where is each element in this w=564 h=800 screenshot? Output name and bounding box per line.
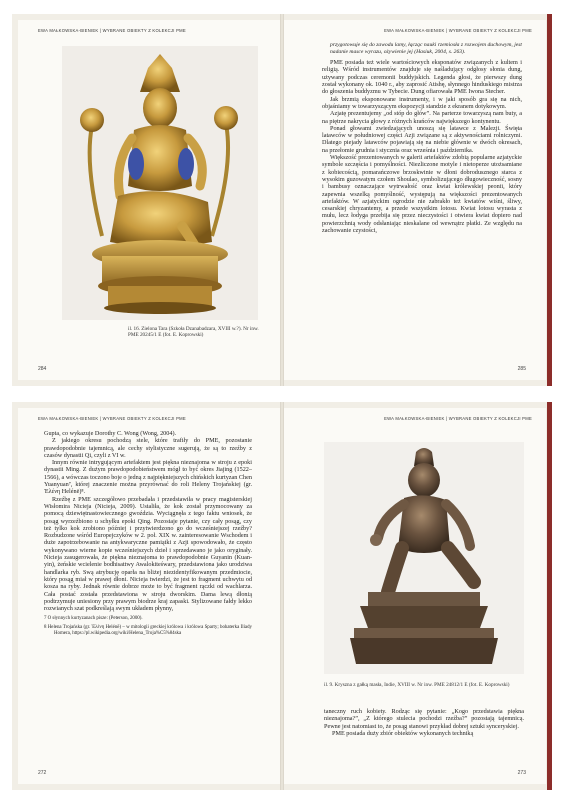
body-text (322, 42, 522, 234)
page-number: 284 (38, 366, 47, 372)
body-text (324, 708, 524, 737)
green-tara-statue-image (62, 46, 258, 320)
running-head: EWA MAŁKOWSKA-BIENIEK | WYBRANE OBIEKTY Z KOLEKCJI PME (384, 416, 532, 421)
paragraph: Większość prezentowanych w galerii artefaktów zdobią popularne azjatyckie symbole szczęścia i pomyślności. Niezliczone motyle i nietoperze utożsamiane z kobiecością, pomarańczowe brzoskwinie w dłoni dobrodusznego starca z wysokim guzowatym czołem Shoulao, symbolizującego długowieczność, sosny i bambusy oznaczające wytrwałość oraz kwiat królewskiej peonii, który zapewnia wszelką pomyślność, występują na większości prezentowanych artefaktów. W azjatyckim ogrodzie nie zabrakło też kwiatów wiśni, śliwy, cesarskiej chryzantemy, a przede wszystkim lotosu. Kwiat lotosu wyrasta z mułu, lecz łodyga przebija się przez nieczystości i otwiera kwiat dopiero nad powierzchnią wody odsłaniając nieskalane od wewnątrz płatki. Ze względu na zachowanie czystości, (322, 154, 522, 235)
bottom-right-page (284, 408, 546, 784)
footnote: 7 O słynnych kurtyzanach pisze: (Peterson, 2000). (44, 616, 143, 622)
page-number: 272 (38, 770, 47, 776)
page-number: 285 (517, 366, 526, 372)
page-edge-red (547, 402, 552, 790)
paragraph: Azjatę prezentujemy „od stóp do głów”. Na parterze towarzyszą nam buty, a na piętrze nakrycia głowy z różnych krańców największego kontynentu. (322, 110, 522, 125)
running-head: EWA MAŁKOWSKA-BIENIEK | WYBRANE OBIEKTY Z KOLEKCJI PME (38, 28, 186, 33)
page-edge-red (547, 14, 552, 386)
page-number: 273 (517, 770, 526, 776)
footnotes (44, 616, 252, 636)
photo-caption: il. 16. Zielona Tara (Szkoła Dzanabadzara, XVIII w.?). Nr inw. PME 20245/1 E (fot. E. Koprowski) (128, 326, 259, 339)
running-head: EWA MAŁKOWSKA-BIENIEK | WYBRANE OBIEKTY Z KOLEKCJI PME (384, 28, 532, 33)
paragraph: taneczny ruch kobiety. Rodząc się pytanie: „Kogo przedstawia piękna nieznajoma?”, „Z którego stulecia pochodzi rzeźba?” pozostają tajemnicą. Pewne jest natomiast to, że posąg stanowi przykład dobrej sztuki synceryskiej. (324, 708, 524, 730)
top-left-page (18, 20, 280, 380)
bottom-left-page (18, 408, 280, 784)
block-quote: przygotowuje się do zawodu lamy, łącząc nauki rzemiosła z rozwojem duchowym, jest nadanie masce wyrazu, ożywienie jej (Hasiuk, 2004, s. 263). (330, 42, 522, 55)
paragraph: Ponad głowami zwiedzających unoszą się latawce z Malezji. Święta latawców w południowej części Azji związane są z aktywnościami rolniczymi. Dlatego piejady latawców pojawiają się na niebie głównie w dwóch okresach, na przełomie grudnia i stycznia oraz września i października. (322, 124, 522, 154)
top-right-page (284, 20, 546, 380)
top-book-spread (12, 14, 552, 386)
paragraph: Gupta, co wykazuje Dorothy C. Wong (Wong, 2004). (44, 430, 177, 437)
paragraph: PME posiada duży zbiór obiektów wykonanych techniką (332, 729, 474, 737)
footnote: 8 Helena Trojańska (gr. Ἑλένη Helénē) – w mitologii greckiej królowa i królowa Sparty; bohaterka Iliady Homera, https://pl.wikipedia.org/wiki/Helena_Troja%C5%84ska (44, 625, 252, 637)
paragraph: Jak brzmią eksponowane instrumenty, i w jaki sposób gra się na nich, objaśniamy w towarzyszącym ekspozycji standzie z ekranem dotykowym. (322, 95, 522, 110)
paragraph: Rzeźbę z PME szczegółowo przebadała i przedstawiła w pracy magisterskiej Wisłomira Nicieja (Nicieja, 2009). Ustaliła, że kok został przymocowany za pomocą dziewiętnastowiecznego gwoździa. Wyciągnęła z tego faktu wniosek, że posąg wyrzeźbiono u schyłku epoki Qing. Pozostaje pytanie, czy cały posąg, czy też tylko kok zrobiono później i przytwierdzono go do wcześniejszej rzeźby? Rozbudzone wśród Europejczyków w 2. poł. XIX w. zainteresowanie Wschodem i duże zapotrzebowanie na antykwaryczne pamiątki z Azji spowodowało, że często wykonywano wierne kopie wcześniejszych dzieł i sprzedawano je jako oryginały. Nicieja zasugerowała, że piękna nieznajoma to prawdopodobnie Guyanin (Kuan-yin), żeńskie wcielenie bodhisattwy Awalokiteśwary, przedstawiona jako urodziwa handlarka ryb. Swą atrybucję oparła na bliżej niezidentyfikowanym przedmiocie, który posąg miał w prawej dłoni. Nicieja twierdzi, że jest to fragment uchwytu od kosza na ryby. Jednak równie dobrze może to być fragment rączki od wachlarza. Cała postać została przedstawiona w stroju dworskim. Dama lewą dłonią podtrzymuje uniesiony przy prawym biodrze kraj zapaski. Stylizowane fałdy lekko rozwianych szat podkreślają swym układem płynny, (44, 495, 252, 613)
krishna-statue-photo (324, 442, 524, 674)
photo-caption: il. 9. Kryszna z gałką masła, Indie, XVIII w. Nr inw. PME 24812/1 E (fot. E. Koprowski) (324, 682, 510, 688)
paragraph: PME posiada też wiele wartościowych eksponatów związanych z kultem i religią. Wśród instrumentów znajduje się naśladujący odgłosy słonia dung, używany podczas ceremonii buddyjskich. Legenda głosi, że pierwszy dung został wykonany ok. 1040 r., aby zaprosić Atishę, słynnego hinduskiego mistrza do głoszenia buddyzmu w Tybecie. Dung ofiarowała PME Iwona Stecher. (322, 59, 522, 96)
paragraph: Z jakiego okresu pochodzą stele, które trafiły do PME, pozostanie prawdopodobnie tajemnicą, ale cechy stylistyczne sugerują, że są to rzeźby z czasów dynastii Qi, czyli z VI w. (44, 437, 252, 459)
krishna-statue-image (324, 442, 524, 674)
paragraph: Innym równie intrygującym artefaktem jest piękna nieznajoma w stroju z epoki dynastii Ming. Z dużym prawdopodobieństwem mógł to być okres Jiajing (1522–1566), a wówczas toczono boje o jedną z najpiękniejszych chińskich kurtyzan Chen Yuanyuan⁷, której znaczenie można przyrównać do roli Heleny Trojańskiej (gr. Ἑλένη Helénē)⁸. (44, 459, 252, 496)
body-text (44, 430, 252, 640)
running-head: EWA MAŁKOWSKA-BIENIEK | WYBRANE OBIEKTY Z KOLEKCJI PME (38, 416, 186, 421)
tara-statue-photo (62, 46, 258, 320)
bottom-book-spread (12, 402, 552, 790)
